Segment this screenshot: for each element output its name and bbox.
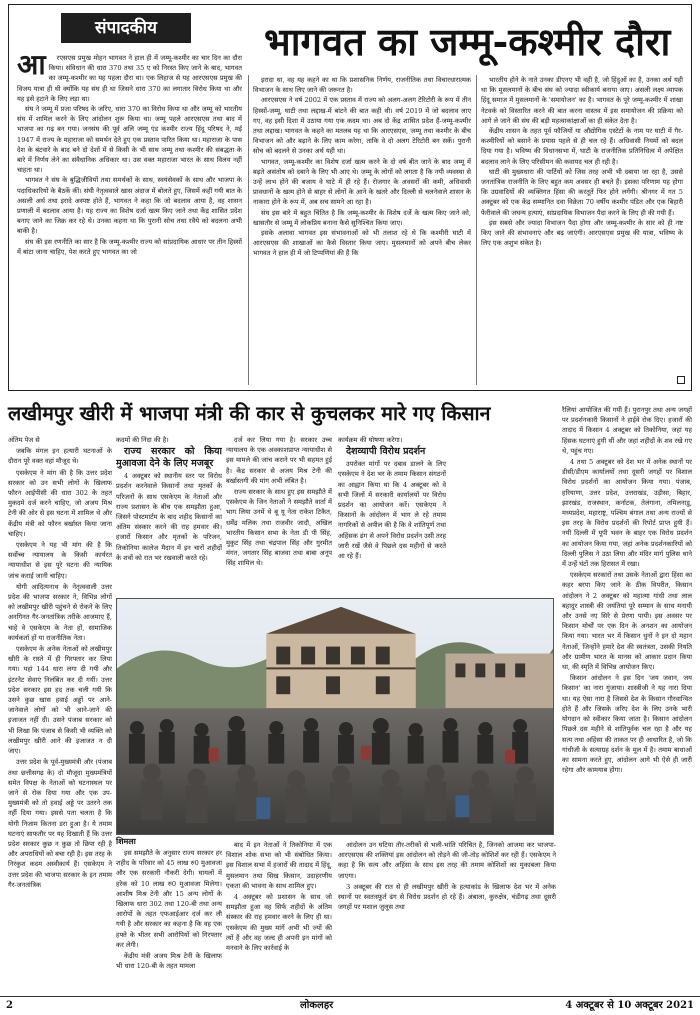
editorial-column-1 (17, 53, 242, 385)
news-paragraph: एसकेएम ने मांग की है कि उत्तर प्रदेश सरकार को उन सभी लोगों के खिलाफ फौरन आईपीसी की धारा 302 के तहत मुकदमे दर्ज करने चाहिए, जो अजय मिश्र टेनी की ओर से इस घटना में शामिल थे और केंद्रीय मंत्री को फौरन बर्खास्त किया जाना चाहिए। (8, 468, 112, 538)
news-paragraph: रैलियां आयोजित की गयी हैं। पुरानपुर तथा अन्य जगहों पर प्रदर्शनकारी किसानों ने हाईवे रोक दिए। हजारों की तादाद में किसान 4 अक्टूबर को तिकोनिया, जहां यह हिंसक घटनाएं हुयी थीं और जहां शहीदों के शव रखे गए थे, पहुंच गए। (562, 406, 692, 455)
news-paragraph: एसकेएम के अनेक नेताओं को लखीमपुर खीरी के रास्ते में ही गिरफ्तार कर लिया गया। यहां 144 धारा लगा दी गयी और इंटरनेट सेवाएं निलंबित कर दी गयीं। उत्तर प्रदेश सरकार इस हद तक चली गयी कि उसने कुछ खास हवाई अड्डों पर आने-जानेवाले लोगों को भी आने-जाने की इजाजत नहीं दी। उसने पंजाब सरकार को भी लिखा कि पंजाब से किसी भी व्यक्ति को लखीमपुर खीरी आने की इजाजत न दी जाए। (8, 645, 112, 756)
editorial-paragraph: संघ ने जम्मू में प्रजा परिषद के जरिए, धारा 370 का विरोध किया था और जम्मू को भारतीय संघ में शामिल करने के लिए आंदोलन शुरू किया था। जम्मू पहले आरएसएस तथा बाद में भाजपा का गढ़ बन गया। जनसंघ की पूर्व अलि जम्मू एंड कश्मीर राज्य हिंदू परिषद ने, मई 1947 में राज्य के महाराजा को समर्थन देते हुए एक प्रस्ताव पारित किया था। महाराजा के पास देश के बंटवारे के बाद बने दो देशों में से किसी के भी साथ जम्मू तथा कश्मीर की संबद्धता के बारे में निर्णय लेने का संवैधानिक अधिकार था। उस वक्त महाराजा भारत के साथ विलय नहीं चाहता था। (17, 105, 242, 175)
news-photo (116, 598, 554, 835)
news-column-2 (116, 435, 222, 595)
editorial-label: संपादकीय (61, 13, 191, 43)
end-mark-icon (677, 376, 685, 384)
news-bottom-column-2 (226, 840, 332, 993)
editorial-paragraph: भागवत, जम्मू-कश्मीर का विशेष दर्जा खत्म करने के दो वर्ष बीत जाने के बाद जम्मू में बढ़ते असंतोष को दबाने के लिए भी आए थे। जम्मू के लोगों को लगता है कि नयी व्यवस्था से उन्हें लाभ होने की बजाय वे घाटे में ही रहे हैं। रोजगार के अवसरों की कमी, अधिवासी प्रावधानों के खत्म होने से बाहर से लोगों के आने के खतरे और दिल्ली से चलनेवाले शासन के नाकारा होने के रूप में, अब सच सामने आ रहा है। (253, 157, 471, 207)
news-paragraph: कदमों की निंदा की है। (116, 436, 169, 444)
news-bottom-column-3 (338, 840, 556, 993)
editorial-headline: भागवत का जम्मू-कश्मीर दौरा (264, 19, 671, 64)
news-paragraph: राज्य सरकार के साथ हुए इस समझौते में एसकेएम के जिन नेताओं ने समझौते वार्ता में भाग लिया उनमें थे बू यू नेता राकेश टिकैत, धर्मेंद्र मलिक तथा राजवीर जादौ, अखिल भारतीय किसान सभा के नेता डी पी सिंह, मुकुट सिंह तथा चंद्रपाल सिंह और गुरमीत मंगत, जगतार सिंह बाजवा तथा बाबा अनूप सिंह शामिल थे। (226, 488, 332, 568)
editorial-paragraph: आरएसएस ने वर्ष 2002 में एक प्रस्ताव में राज्य को अलग-अलग टेरिटोरी के रूप में तीन हिस्सों-जम्मू, घाटी तथा लद्दाख-में बांटने की बात कही थी। वर्ष 2019 में जो बदलाव लाए गए, वह इसी दिशा में उठाया गया एक कदम था। अब दो केंद्र शासित प्रदेश हैं-जम्मू-कश्मीर तथा लद्दाख। भागवत के कहने का मतलब यह था कि आरएसएस, जम्मू तथा कश्मीर के बीच विभाजन को और बढ़ाने के लिए काम करेगा, ताकि वे दो अलग टेरिटोरी बन सकें। पुरानी सोच को बदलने से उनका अर्थ यही था। (253, 96, 471, 156)
news-paragraph: किसान आंदोलन ने इस दिन 'जय जवान, जय किसान' का नारा गुंजाया। शास्त्रीजी ने यह नारा दिया था। यह ऐसा नारा है जिससे देश के किसान गौरवान्वित होते हैं और जिसके जरिए देश के लिए उनके भारी योगदान को स्वीकार किया जाता है। किसान आंदोलन पिछले दस महीने से शांतिपूर्वक चल रहा है और यह सत्य तथा अहिंसा की ताकत पर ही आधारित है, जो कि गांधीजी के सत्याग्रह दर्शन के मूल में है। तमाम बाधाओं का सामना करते हुए, आंदोलन आगे भी ऐसे ही जारी रहेगा और कामयाब होगा। (562, 674, 692, 775)
column-divider (476, 75, 477, 385)
news-subheading: देशव्यापी विरोध प्रदर्शन (346, 446, 426, 458)
news-bottom-column-1 (116, 848, 222, 993)
news-paragraph: 4 तथा 5 अक्टूबर को देश भर में अनेक स्थानों पर डीसी/डीएम कार्यालयों तथा दूसरी जगहों पर विशाल विरोध प्रदर्शनों का आयोजन किया गया। पंजाब, हरियाणा, उत्तर प्रदेश, उत्तराखंड, उड़ीसा, बिहार, झारखंड, राजस्थान, कर्नाटक, तेलंगाना, तमिलनाडु, मध्यप्रदेश, महाराष्ट्र, पश्चिम बंगाल तथा अन्य राज्यों से इस तरह के विरोध प्रदर्शनों की रिपोर्ट प्राप्त हुयी हैं। नयी दिल्ली में यूपी भवन के बाहर एक विरोध प्रदर्शन का आयोजन किया गया, जहां अनेक प्रदर्शनकारियों को दिल्ली पुलिस ने उठा लिया और मंदिर मार्ग पुलिस थाने में उन्हें घंटों तक हिरासत में रखा। (562, 458, 692, 569)
editorial-section (8, 4, 692, 391)
news-paragraph: आंदोलन उन घटिया तौर-तरीकों से भली-भांति परिचित है, जिनको आजमा कर भाजपा-आरएसएस की शक्तियां इस आंदोलन को तोड़ने की जी-तोड़ कोशिशें कर रही हैं। एसकेएम ने कहा है कि सत्य और अहिंसा के साथ इस तरह की तमाम कोशिशों का मुकाबला किया जाएगा। (338, 841, 556, 880)
news-paragraph: 3 अक्टूबर की रात से ही लखीमपुर खीरी के हत्याकांड के खिलाफ देश भर में अनेक स्थानों पर स्वतःस्फूर्त ढंग से विरोध प्रदर्शन हो रहे हैं। अंबाला, कुरुक्षेत्र, चंडीगढ़ तथा दूसरी जगहों पर मशाल जुलूस तथा (338, 882, 556, 912)
footer-rule (0, 996, 700, 997)
news-column-3 (226, 435, 332, 595)
column-divider (248, 75, 249, 385)
issue-date: 4 अक्टूबर से 10 अक्टूबर 2021 (565, 1000, 694, 1011)
news-headline: लखीमपुर खीरी में भाजपा मंत्री की कार से कुचलकर मारे गए किसान (8, 402, 491, 425)
news-paragraph: दर्ज कर लिया गया है। सरकार उच्च न्यायालय के एक अवकाशप्राप्त न्यायाधीश से इस मामले की जांच कराने पर भी सहमत हुई है। केंद्र सरकार से अजय मिश्र टेनी की बर्खास्तगी की मांग अभी लंबित है। (226, 436, 332, 485)
editorial-paragraph: केंद्रीय शासन के तहत पूर्व फौजियों या औद्योगिक एस्टेटों के नाम पर घाटी में गैर-कश्मीरियों को बसाने के प्रयास पहले से ही चल रहे हैं। अधिवासी नियमों को बदल दिया गया है। भविष्य की विधानसभा में, घाटी के राजनीतिक प्रतिनिधित्व में अपेक्षित बदलाव लाने के लिए परिसीमन की कवायद चल ही रही है। (481, 127, 683, 166)
news-column-5 (562, 405, 692, 993)
news-column-1 (8, 435, 112, 993)
editorial-paragraph: इस सबसे और ज्यादा विभाजन पैदा होगा और जम्मू-कश्मीर के सार को ही नष्ट किए जाने की संभावनाएं और बढ़ जाएंगी। आरएसएस प्रमुख की यात्रा, भविष्य के लिए एक अशुभ संकेत है। (481, 218, 683, 248)
news-subheading: राज्य सरकार को किया मुआवजा देने के लिए मजबूर (116, 446, 222, 470)
editorial-paragraph: घाटी की मुख्यधारा की पार्टियों को जिस तरह अभी भी दबाया जा रहा है, उससे जनतांत्रिक राजनीति के लिए बहुत कम अवसर ही बचते हैं। इसका परिणाम यह होगा कि उग्रवादियों की व्यक्तिगत हिंसा की करतूतें फिर होने लगेंगी। श्रीनगर में गत 5 अक्टूबर को एक केंद्र सम्मानित दवा विक्रेता 70 वर्षीय कश्मीर पंडित और एक बिहारी फेरीवाले की जघन्य हत्याएं, सांप्रदायिक विभाजन पैदा करने के लिए ही की गयी हैं। (481, 167, 683, 217)
news-paragraph: केंद्रीय मंत्री अजय मिश्र टेनी के खिलाफ भी धारा 120-बी के तहत मामला (116, 952, 222, 971)
continued-label: अंतिम पेज से (8, 436, 40, 444)
news-paragraph: इस समझौते के अनुसार राज्य सरकार हर शहीद के परिवार को 45 लाख रु0 मुआवजा और एक सरकारी नौकरी देगी। घायलों में हरेक को 10 लाख रु0 मुआवजा मिलेगा। आशीष मिश्र टेनी और 15 अन्य लोगों के खिलाफ धारा 302 तथा 120-बी तथा अन्य आरोपों के तहत एफआईआर दर्ज कर ली गयी है और सरकार का कहना है कि वह एक हफ्ते के भीतर सभी आरोपियों को गिरफ्तार कर लेगी। (116, 849, 222, 949)
news-paragraph: एसकेएम ने यह भी मांग की है कि सर्वोच्च न्यायालय के किसी कार्यरत न्यायाधीश से इस पूरे घटना की न्यायिक जांच कराई जानी चाहिए। (8, 541, 112, 580)
news-paragraph: जबकि मंगल इन हत्यारी घटनाओं के दौरान पूरे वक्त वहां मौजूद थे। (8, 447, 112, 466)
editorial-paragraph: संघ इस बारे में बहुत चिंतित है कि जम्मू-कश्मीर के विशेष दर्जे के खत्म किए जाने को, खासतौर से जम्मू में लोकप्रिय बनाना कैसे सुनिश्चित किया जाए। (253, 208, 471, 227)
news-paragraph: उत्तर प्रदेश के पूर्व-मुख्यमंत्री और (पंजाब तथा छत्तीसगढ़ के) दो मौजूदा मुख्यमंत्रियों समेत विपक्ष के नेताओं को घटनास्थल पर जाने से रोक दिया गया और एक उप-मुख्यमंत्री को तो हवाई अड्डे पर उतरने तक नहीं दिया गया। इससे पता चलता है कि योगी निजाम कितना डरा हुआ है। ये तमाम घटनाएं साफतौर पर यह दिखाती हैं कि उत्तर प्रदेश सरकार कुछ न कुछ तो छिपा रही है और अपराधियों को बचा रही है। इस तरह के निरंकुश कदम अस्वीकार्य हैं। एसकेएम ने उत्तर प्रदेश की भाजपा सरकार के इन तमाम गैर-जनतांत्रिक (8, 758, 112, 889)
news-paragraph: कार्यक्रम की घोषणा करेगा। (338, 436, 403, 444)
news-paragraph: 4 अक्टूबर को प्रशासन के साथ जो समझौता हुआ वह सिर्फ शहीदों के अंतिम संस्कार की राह हमवार करने के लिए ही था। एसकेएम की मुख्य मांगें अभी भी ज्यों की त्यों हैं और वह जल्द ही अपनी इन मांगों को मनवाने के लिए कार्रवाई के (226, 893, 332, 953)
editorial-paragraph: संघ की इस रणनीति का सार है कि जम्मू-कश्मीर राज्य को सांप्रदायिक आधार पर तीन हिस्सों में बांटा जाना चाहिए, पेश करते हुए भागवत का जो (17, 237, 242, 256)
editorial-column-2 (253, 75, 471, 385)
publication-name: लोकलहर (300, 1000, 334, 1011)
editorial-paragraph: रएसएस प्रमुख मोहन भागवत ने हाल ही में जम्मू-कश्मीर का चार दिन का दौरा किया। संविधान की धारा 370 तथा 35 ए को निरस्त किए जाने के बाद, भागवत का जम्मू-कश्मीर का यह पहला दौरा था। एक लिहाज से यह आरएसएस प्रमुख की विजय यात्रा ही थी क्योंकि यह संघ ही था जिसने धारा 370 का लगातार विरोध किया था और यह इसे हटाने के लिए लड़ा था। (17, 54, 242, 103)
editorial-paragraph: भारतीय होने के नाते उनका डीएनए भी वही है, जो हिंदुओं का है, उनका अर्थ यही था कि मुसलमानों के बीच संघ को ज्यादा स्वीकार्य बनाया जाए। असली लक्ष्य व्यापक हिंदू समाज में मुसलमानों के 'समायोजन' का है। भागवत के पूरे जम्मू-कश्मीर में शाखा नेटवर्क को विस्तारित करने की बात करना वास्तव में इस समायोजन की प्रक्रिया को आगे ले जाने की संघ की बड़ी महत्वाकांक्षाओं का ही संकेत देता है। (481, 76, 683, 125)
news-paragraph: 4 अक्टूबर को स्थानीय स्तर पर विरोध प्रदर्शन करनेवाले किसानों तथा मृतकों के परिजनों के साथ एसकेएम के नेताओं और राज्य प्रशासन के बीच एक समझौता हुआ, जिसने पोस्टमार्टम के बाद शहीद किसानों का अंतिम संस्कार करने की राह हमवार की। हजारों किसान और मृतकों के परिजन, तिकोनिया कालेज मैदान में इन चारों शहीदों के शवों को रात भर रखवाली करते रहे। (116, 472, 222, 562)
news-paragraph: एसकेएम सरकारों तथा उसके नेताओं द्वारा हिंसा का कहर बरपा किए जाने के ठीक विपरीत, किसान आंदोलन ने 2 अक्टूबर को महात्मा गांधी तथा लाल बहादुर शास्त्री की जयंतियां पूरे सम्मान के साथ मनायी और उनसे नए सिरे से प्रेरणा पायी। इस अवसर पर किसान मोर्चों पर एक दिन के अनशन का आयोजन किया गया। भारत भर में किसान धुनों ने इन दो महान नेताओं, जिन्होंने हमारे देश की स्वतंत्रता, उसकी नियति और ग्रामीण भारत के मानस को आकार प्रदान किया था, की स्मृति में विभिन्न आयोजन किए। (562, 571, 692, 672)
news-column-4 (338, 435, 446, 595)
editorial-paragraph: इसके अलावा भागवत इस संभावनाओं को भी तलाश रहे थे कि कश्मीरी घाटी में आरएसएस की शाखाओं का कैसे विस्तार किया जाए। मुसलमानों को अपने बीच लेकर भागवत ने हाल ही में जो टिप्पणियां की हैं कि (253, 229, 471, 258)
news-paragraph: उपरोक्त मांगों पर दबाव डालने के लिए एसकेएम ने देश भर के तमाम किसान संगठनों का आह्वान किया था कि 4 अक्टूबर को वे सभी जिलों में सरकारी कार्यालयों पर विरोध प्रदर्शन का आयोजन करें। एसकेएम ने किसानों के आंदोलन में भाग ले रहे तमाम नागरिकों से अपील की है कि वे शांतिपूर्ण तथा अहिंसक ढंग से अपने विरोध प्रदर्शन उसी तरह जारी रखें जैसे वे पिछले दस महीनों से करते आ रहे हैं। (338, 460, 446, 561)
news-paragraph: बाद में इन नेताओं ने तिकोनिया में एक विशाल शोक सभा को भी संबोधित किया। इस विशाल सभा में हजारों की तादाद में हिंदू, मुसलमान तथा सिख किसान, उदाहरणीय एकता की भावना के साथ शामिल हुए। (226, 841, 332, 890)
page-number: 2 (6, 1000, 13, 1011)
editorial-paragraph: भागवत ने संघ के बुद्धिजीवियों तथा समर्थकों के साथ, स्वयंसेवकों के साथ और भाजपा के पदाधिकारियों के बैठकें कीं। संघी नेतृत्ववाले खास अंदाज में बोलते हुए, जिसमें कहीं गयी बात के असली अर्थ तथा इरादे अस्पष्ट होते हैं, भागवत ने कहा कि जो बदलाव आया है, वह शासन प्रणाली में बदलाव आया है। यह राज्य का विशेष दर्जा खत्म किए जाने तथा केंद्र शासित प्रदेश बनाए जाने का जिक्र कर रहे थे। उनका कहना था कि पुरानी सोच तथा रवैये को बदलना अभी बाकी है। (17, 176, 242, 236)
drop-cap: आ (17, 53, 46, 81)
editorial-column-3 (481, 75, 683, 380)
photo-caption: शिमला (116, 836, 136, 846)
editorial-paragraph: इरादा था, वह यह कहने का था कि प्रशासनिक निर्णय, राजनीतिक तथा विचारधारात्मक विभाजन के साथ लिए जाने की जरूरत है। (253, 76, 471, 95)
protest-crowd-image (117, 599, 553, 834)
news-paragraph: योगी आदित्यनाथ के नेतृत्ववाली उत्तर प्रदेश की भाजपा सरकार ने, विभिन्न लोगों को लखीमपुर खीरी पहुंचने से रोकने के लिए अनगिनत गैर-जनतांत्रिक तरीके आजमाए हैं, चाहे वे एसकेएम के नेता हों, सामाजिक कार्यकर्ता हों या राजनीतिक नेता। (8, 582, 112, 642)
